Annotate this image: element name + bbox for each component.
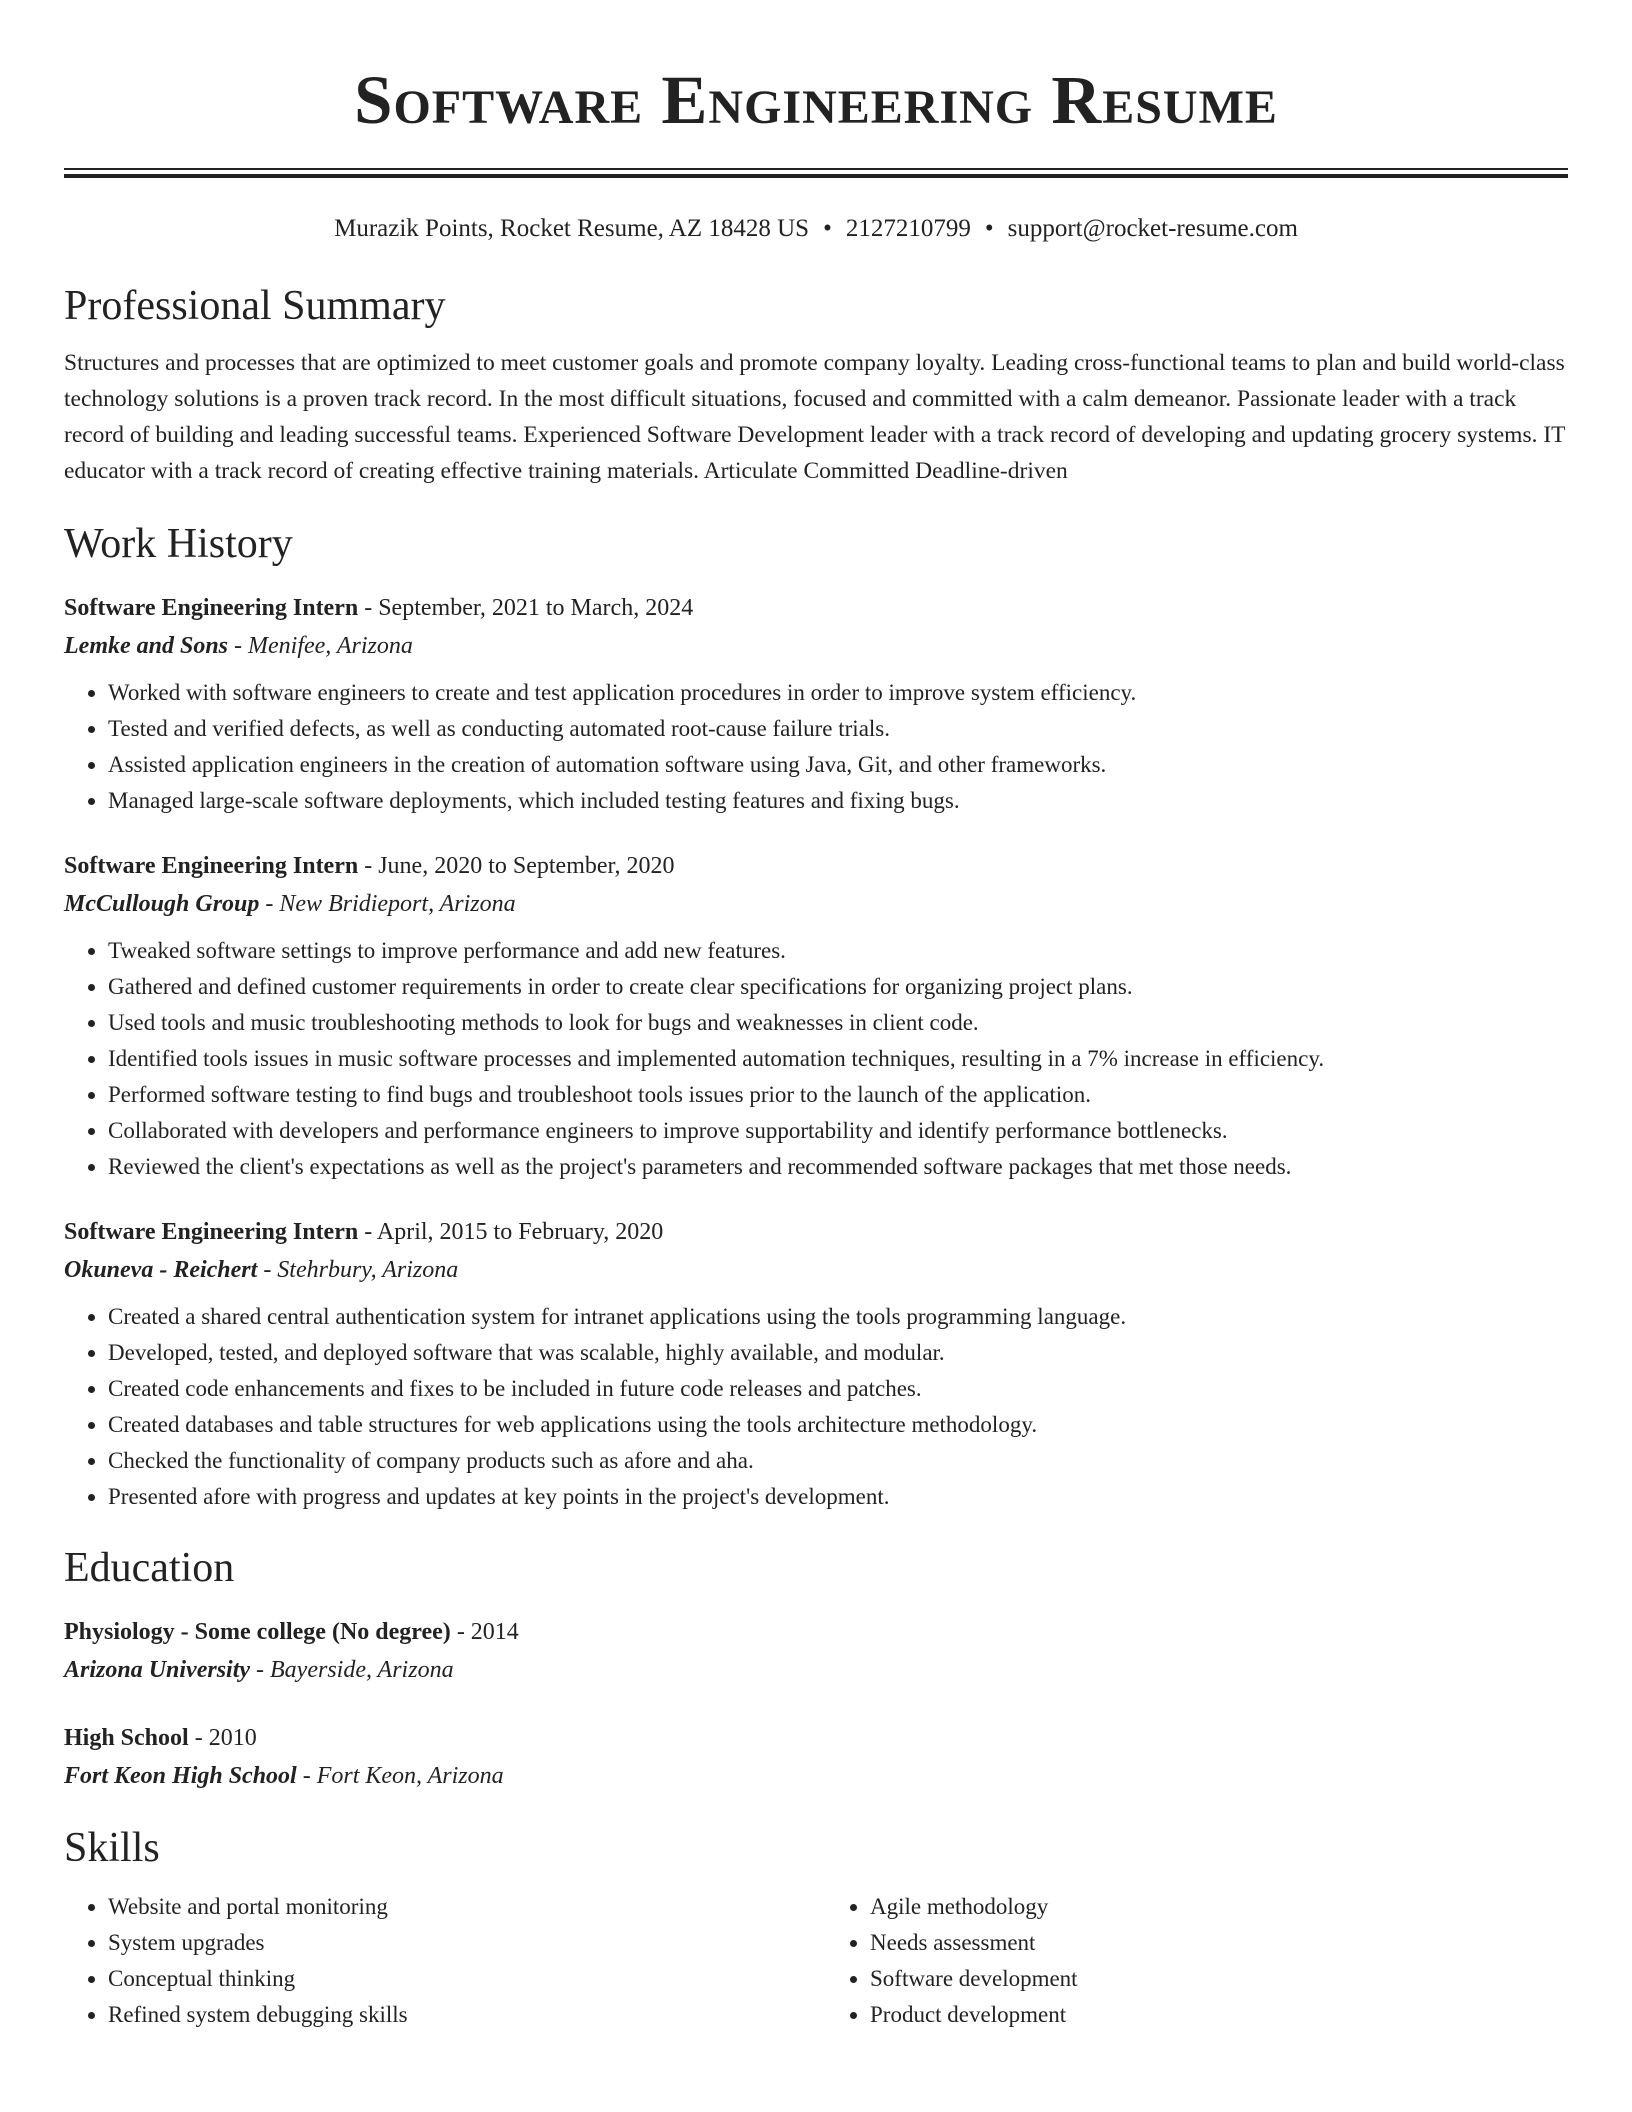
summary-text: Structures and processes that are optimized to meet customer goals and promote company loyalty. Leading cross-functional teams to plan and build world-class technology solutions is a proven track record. In the most difficult situations, focused and committed with a calm demeanor. Passionate leader with a track record of building and leading successful teams. Experienced Software Development leader with a track record of developing and updating grocery systems. IT educator with a track record of creating effective training materials. Articulate Committed Deadline-driven xyxy=(64,350,1566,484)
employer-line xyxy=(64,1251,1568,1289)
contact-email: support@rocket-resume.com xyxy=(1007,215,1298,242)
list-item: • Gathered and defined customer requirements in order to create clear specifications for organizing project plans. xyxy=(108,969,1568,1005)
education-entry xyxy=(64,1719,1568,1795)
job-title: Software Engineering Intern xyxy=(64,1219,359,1245)
list-item: • Created a shared central authentication system for intranet applications using the tools programming language. xyxy=(108,1299,1568,1335)
contact-address: Murazik Points, Rocket Resume, AZ 18428 US xyxy=(334,215,810,242)
work-history-heading: Work History xyxy=(64,521,293,567)
employer-line xyxy=(64,885,1568,923)
list-item: • Developed, tested, and deployed software that was scalable, highly available, and modular. xyxy=(108,1335,1568,1371)
job-bullets xyxy=(64,1299,1568,1515)
job-bullets xyxy=(64,933,1568,1185)
graduation-year: - 2014 xyxy=(450,1619,519,1645)
job-dates: - June, 2020 to September, 2020 xyxy=(358,853,675,879)
list-item: • Identified tools issues in music software processes and implemented automation techniques, resulting in a 7% increase in efficiency. xyxy=(108,1041,1568,1077)
degree: High School xyxy=(64,1725,189,1751)
contact-separator: • xyxy=(984,215,994,242)
degree: Physiology - Some college (No degree) xyxy=(64,1619,451,1645)
list-item: • Created code enhancements and fixes to be included in future code releases and patches. xyxy=(108,1371,1568,1407)
contact-phone: 2127210799 xyxy=(845,215,971,242)
employer-name: Okuneva - Reichert xyxy=(64,1257,258,1283)
list-item: • Managed large-scale software deployments, which included testing features and fixing bugs. xyxy=(108,783,1568,819)
list-item: • Tested and verified defects, as well as conducting automated root-cause failure trials. xyxy=(108,711,1568,747)
employer-line xyxy=(64,627,1568,665)
employer-location: - Menifee, Arizona xyxy=(228,633,413,659)
contact-separator: • xyxy=(823,215,832,242)
list-item: • Presented afore with progress and updates at key points in the project's development. xyxy=(108,1479,1568,1515)
skills-column-left xyxy=(64,1889,806,2033)
list-item: • Worked with software engineers to create and test application procedures in order to improve system efficiency. xyxy=(108,675,1568,711)
list-item: • Used tools and music troubleshooting methods to look for bugs and weaknesses in client code. xyxy=(108,1005,1568,1041)
job-title: Software Engineering Intern xyxy=(64,595,359,621)
degree-line xyxy=(64,1613,1568,1651)
list-item: • Assisted application engineers in the creation of automation software using Java, Git, and other frameworks. xyxy=(108,747,1568,783)
list-item: • System upgrades xyxy=(108,1925,806,1961)
list-item: • Tweaked software settings to improve performance and add new features. xyxy=(108,933,1568,969)
title-divider xyxy=(64,168,1568,178)
list-item: • Refined system debugging skills xyxy=(108,1997,806,2033)
graduation-year: - 2010 xyxy=(188,1725,257,1751)
resume-title: Software Engineering Resume xyxy=(354,62,1278,138)
degree-line xyxy=(64,1719,1568,1757)
job-entry xyxy=(64,847,1568,1185)
employer-name: Lemke and Sons xyxy=(64,633,229,659)
job-title-line xyxy=(64,1213,1568,1251)
job-bullets xyxy=(64,675,1568,819)
school-line xyxy=(64,1757,1568,1795)
job-title-line xyxy=(64,847,1568,885)
employer-name: McCullough Group xyxy=(64,891,260,917)
job-dates: - September, 2021 to March, 2024 xyxy=(358,595,694,621)
employer-location: - New Bridieport, Arizona xyxy=(259,891,516,917)
school-line xyxy=(64,1651,1568,1689)
list-item: • Website and portal monitoring xyxy=(108,1889,806,1925)
list-item: • Checked the functionality of company products such as afore and aha. xyxy=(108,1443,1568,1479)
list-item: • Reviewed the client's expectations as well as the project's parameters and recommended software packages that met those needs. xyxy=(108,1149,1568,1185)
list-item: • Software development xyxy=(870,1961,1568,1997)
education-entry xyxy=(64,1613,1568,1689)
school-location: - Fort Keon, Arizona xyxy=(296,1763,504,1789)
list-item: • Collaborated with developers and performance engineers to improve supportability and identify performance bottlenecks. xyxy=(108,1113,1568,1149)
skills-column-right xyxy=(806,1889,1568,2033)
list-item: • Agile methodology xyxy=(870,1889,1568,1925)
summary-heading: Professional Summary xyxy=(64,283,446,329)
skills-list xyxy=(64,1889,1568,2033)
contact-line xyxy=(64,213,1568,245)
list-item: • Created databases and table structures for web applications using the tools architecture methodology. xyxy=(108,1407,1568,1443)
job-title-line xyxy=(64,589,1568,627)
job-dates: - April, 2015 to February, 2020 xyxy=(358,1219,664,1245)
list-item: • Conceptual thinking xyxy=(108,1961,806,1997)
skills-heading: Skills xyxy=(64,1825,160,1871)
list-item: • Product development xyxy=(870,1997,1568,2033)
job-entry xyxy=(64,589,1568,819)
list-item: • Needs assessment xyxy=(870,1925,1568,1961)
list-item: • Performed software testing to find bugs and troubleshoot tools issues prior to the launch of the application. xyxy=(108,1077,1568,1113)
job-title: Software Engineering Intern xyxy=(64,853,359,879)
school-location: - Bayerside, Arizona xyxy=(250,1657,454,1683)
school-name: Fort Keon High School xyxy=(64,1763,297,1789)
school-name: Arizona University xyxy=(64,1657,251,1683)
employer-location: - Stehrbury, Arizona xyxy=(257,1257,459,1283)
education-heading: Education xyxy=(64,1545,235,1591)
job-entry xyxy=(64,1213,1568,1515)
